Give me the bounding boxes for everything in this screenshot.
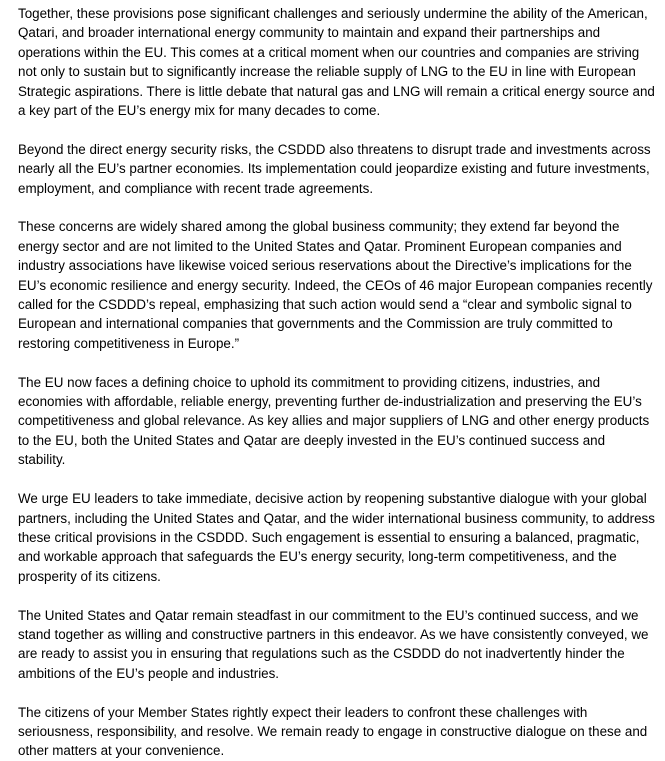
paragraph-provisions-challenges: Together, these provisions pose significant challenges and seriously undermine the ability of the American, Qatari, and broader international energy community to maintain and expand their partnerships and operations within the EU. This comes at a critical moment when our countries and companies are striving not only to sustain but to significantly increase the reliable supply of LNG to the EU in line with European Strategic aspirations. There is little debate that natural gas and LNG will remain a critical energy source and a key part of the EU’s energy mix for many decades to come. <box>18 6 655 119</box>
paragraph-urge-leaders: We urge EU leaders to take immediate, decisive action by reopening substantive dialogue with your global partners, including the United States and Qatar, and the wider international business community, to address these critical provisions in the CSDDD. Such engagement is essential to ensuring a balanced, pragmatic, and workable approach that safeguards the EU’s energy security, long-term competitiveness, and the prosperity of its citizens. <box>18 491 655 584</box>
paragraph-citizens-expectations: The citizens of your Member States rightly expect their leaders to confront these challenges with seriousness, responsibility, and resolve. We remain ready to engage in constructive dialogue on these and other matters at your convenience. <box>18 704 648 759</box>
paragraph-business-community-concerns: These concerns are widely shared among the global business community; they extend far beyond the energy sector and are not limited to the United States and Qatar. Prominent European companies and industry associations have likewise voiced serious reservations about the Directive’s implications for the EU’s economic resilience and energy security. Indeed, the CEOs of 46 major European companies recently called for the CSDDD’s repeal, emphasizing that such action would send a “clear and symbolic signal to European and international companies that governments and the Commission are truly committed to restoring competitiveness in Europe.” <box>18 219 653 351</box>
paragraph-trade-investment-risks: Beyond the direct energy security risks, the CSDDD also threatens to disrupt trade and investments across nearly all the EU’s partner economies. Its implementation could jeopardize existing and future investments, employment, and compliance with recent trade agreements. <box>18 141 651 196</box>
paragraph-steadfast-commitment: The United States and Qatar remain steadfast in our commitment to the EU’s continued success, and we stand together as willing and constructive partners in this endeavor. As we have consistently conveyed, we are ready to assist you in ensuring that regulations such as the CSDDD do not inadvertently hinder the ambitions of the EU’s people and industries. <box>18 607 649 681</box>
paragraph-defining-choice: The EU now faces a defining choice to uphold its commitment to providing citizens, industries, and economies with affordable, reliable energy, preventing further de-industrialization and preserving the EU’s competitiveness and global relevance. As key allies and major suppliers of LNG and other energy products to the EU, both the United States and Qatar are deeply invested in the EU’s continued success and stability. <box>18 374 650 468</box>
